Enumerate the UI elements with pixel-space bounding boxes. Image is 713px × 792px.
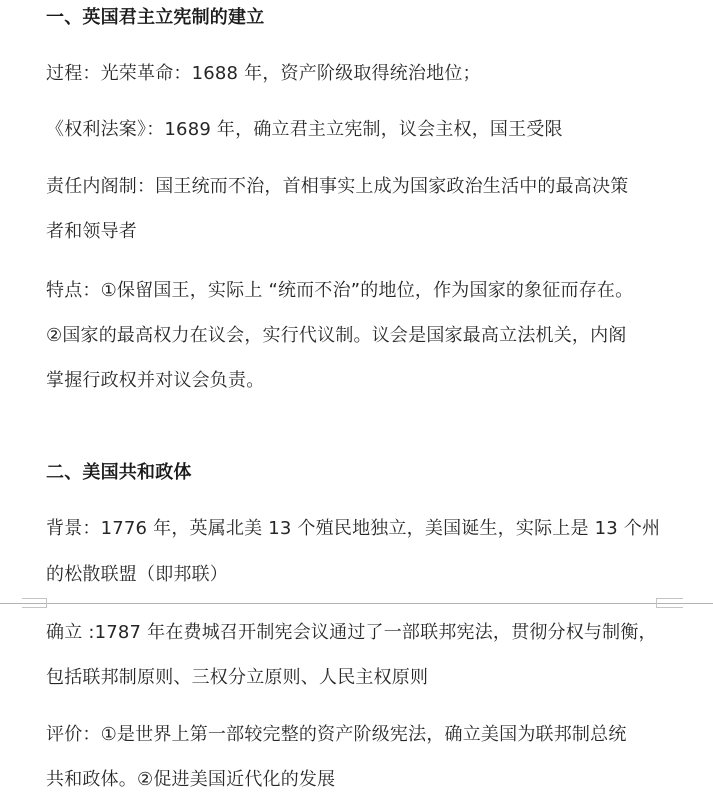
page-corner-marker-left <box>22 598 47 608</box>
paragraph-cabinet-line1: 责任内阁制：国王统而不治，首相事实上成为国家政治生活中的最高决策 <box>46 176 629 197</box>
section-heading-usa: 二、美国共和政体 <box>46 462 192 483</box>
paragraph-evaluation-line2: 共和政体。②促进美国近代化的发展 <box>46 769 336 790</box>
paragraph-background-line1: 背景：1776 年，英属北美 13 个殖民地独立，美国诞生，实际上是 13 个州 <box>46 518 661 539</box>
paragraph-features-line2: ②国家的最高权力在议会，实行代议制。议会是国家最高立法机关，内阁 <box>46 325 627 346</box>
paragraph-establish-line2: 包括联邦制原则、三权分立原则、人民主权原则 <box>46 667 429 688</box>
paragraph-process: 过程：光荣革命：1688 年，资产阶级取得统治地位； <box>46 63 481 84</box>
paragraph-establish-line1: 确立 :1787 年在费城召开制宪会议通过了一部联邦宪法，贯彻分权与制衡， <box>46 622 657 643</box>
section-heading-britain: 一、英国君主立宪制的建立 <box>46 7 265 28</box>
paragraph-features-line3: 掌握行政权并对议会负责。 <box>46 370 265 391</box>
paragraph-bill-of-rights: 《权利法案》：1689 年，确立君主立宪制，议会主权，国王受限 <box>46 119 563 140</box>
paragraph-background-line2: 的松散联盟（即邦联） <box>46 564 228 585</box>
page-corner-marker-right <box>656 598 683 608</box>
paragraph-features-line1: 特点：①保留国王，实际上 “统而不治”的地位，作为国家的象征而存在。 <box>46 280 634 301</box>
page-break-line <box>0 603 713 604</box>
paragraph-cabinet-line2: 者和领导者 <box>46 221 137 242</box>
paragraph-evaluation-line1: 评价：①是世界上第一部较完整的资产阶级宪法，确立美国为联邦制总统 <box>46 724 627 745</box>
